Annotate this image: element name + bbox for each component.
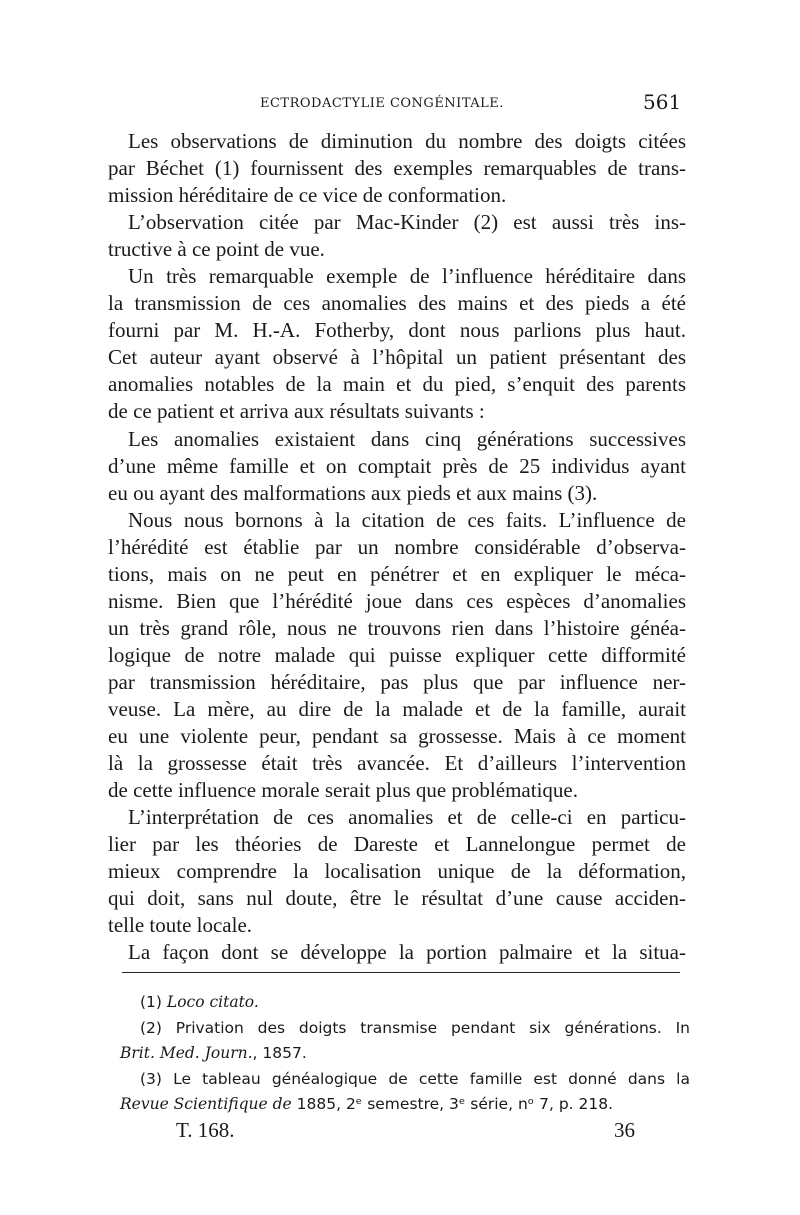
footnote-3-journal: Revue Scientifique de [120, 1095, 292, 1113]
signature-sheet: 36 [614, 1118, 635, 1142]
text-line: La façon dont se développe la portion palmaire et la situa- [128, 940, 686, 965]
footnote-3-line-2 [120, 1092, 690, 1118]
text-line: nisme. Bien que l’hérédité joue dans ces espèces d’anomalies [108, 588, 686, 613]
text-line: logique de notre malade qui puisse expliquer cette difformité [108, 642, 686, 667]
running-title: ECTRODACTYLIE CONGÉNITALE. [260, 96, 504, 111]
text-line: par Béchet (1) fournissent des exemples remarquables de trans- [108, 156, 686, 181]
text-line: L’interprétation de ces anomalies et de celle-ci en particu- [128, 805, 686, 830]
footnote-2-line-1: (2) Privation des doigts transmise pendant six générations. In [140, 1018, 690, 1037]
footnote-2-year: , 1857. [252, 1044, 307, 1062]
text-line: de ce patient et arriva aux résultats suivants : [108, 399, 485, 424]
text-line: mission héréditaire de ce vice de conformation. [108, 183, 507, 208]
footnote-1 [120, 990, 690, 1016]
text-line: tructive à ce point de vue. [108, 237, 325, 262]
footnote-1-text: Loco citato. [166, 993, 259, 1011]
text-line: par transmission héréditaire, pas plus que par influence ner- [108, 669, 686, 694]
footnote-2-journal: Brit. Med. Journ. [120, 1044, 253, 1062]
text-line: la transmission de ces anomalies des mains et des pieds a été [108, 291, 686, 316]
page-number: 561 [643, 90, 682, 114]
footnote-2-line-2 [120, 1041, 690, 1067]
signature-tome: T. 168. [176, 1118, 235, 1142]
text-line: lier par les théories de Dareste et Lannelongue permet de [108, 832, 686, 857]
text-line: eu ou ayant des malformations aux pieds et aux mains (3). [108, 480, 598, 505]
text-line: fourni par M. H.-A. Fotherby, dont nous parlions plus haut. [108, 318, 686, 343]
text-line: de cette influence morale serait plus que problématique. [108, 778, 578, 803]
text-line: Cet auteur ayant observé à l’hôpital un patient présentant des [108, 345, 686, 370]
footnote-3-line-1: (3) Le tableau généalogique de cette famille est donné dans la [140, 1069, 690, 1088]
body-text [108, 128, 686, 966]
text-line: L’observation citée par Mac-Kinder (2) est aussi très ins- [128, 210, 686, 235]
footnotes [120, 990, 690, 1118]
text-line: anomalies notables de la main et du pied, s’enquit des parents [108, 372, 686, 397]
text-line: Les anomalies existaient dans cinq générations successives [128, 426, 686, 451]
footnote-1-marker: (1) [140, 993, 162, 1011]
text-line: Nous nous bornons à la citation de ces faits. L’influence de [128, 507, 686, 532]
footnote-3-details: 1885, 2ᵉ semestre, 3ᵉ série, nᵒ 7, p. 218. [291, 1095, 614, 1113]
text-line: telle toute locale. [108, 913, 253, 938]
text-line: un très grand rôle, nous ne trouvons rien dans l’histoire généa- [108, 615, 686, 640]
text-line: mieux comprendre la localisation unique de la déformation, [108, 859, 686, 884]
text-line: là la grossesse était très avancée. Et d’ailleurs l’intervention [108, 751, 686, 776]
text-line: l’hérédité est établie par un nombre considérable d’observa- [108, 534, 686, 559]
text-line: Un très remarquable exemple de l’influence héréditaire dans [128, 264, 686, 289]
text-line: d’une même famille et on comptait près de 25 individus ayant [108, 453, 686, 478]
text-line: Les observations de diminution du nombre des doigts citées [128, 129, 686, 153]
footnote-rule [122, 972, 680, 973]
text-line: veuse. La mère, au dire de la malade et de la famille, aurait [108, 696, 686, 721]
text-line: qui doit, sans nul doute, être le résultat d’une cause acciden- [108, 886, 686, 911]
text-line: tions, mais on ne peut en pénétrer et en expliquer le méca- [108, 561, 686, 586]
text-line: eu une violente peur, pendant sa grossesse. Mais à ce moment [108, 724, 686, 749]
